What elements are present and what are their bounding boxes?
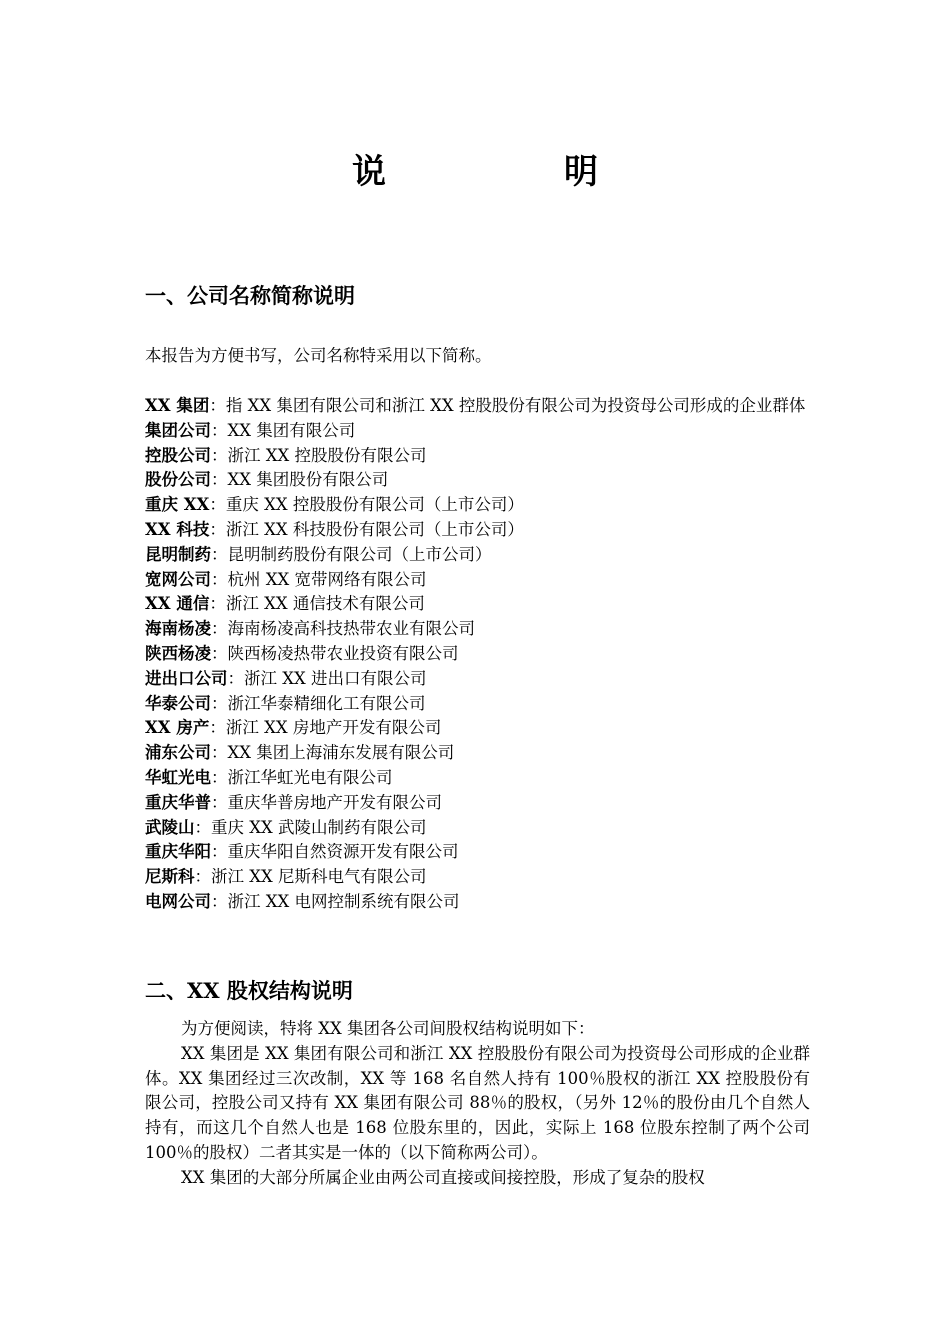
definition-term: 控股公司 <box>145 445 211 465</box>
definition-row <box>145 692 810 717</box>
definition-term: 电网公司 <box>145 891 211 911</box>
definition-row <box>145 716 810 741</box>
definition-term: 股份公司 <box>145 470 211 490</box>
paragraph: XX 集团的大部分所属企业由两公司直接或间接控股，形成了复杂的股权 <box>181 1167 705 1187</box>
definition-desc: ：浙江 XX 电网控制系统有限公司 <box>211 891 460 911</box>
definition-row <box>145 568 810 593</box>
section-heading-equity-structure: 二、XX 股权结构说明 <box>145 978 353 1003</box>
paragraph: 为方便阅读，特将 XX 集团各公司间股权结构说明如下： <box>181 1019 595 1038</box>
definition-desc: ：XX 集团有限公司 <box>211 420 356 440</box>
definition-term: 浦东公司 <box>145 743 211 763</box>
definition-desc: ：浙江 XX 尼斯科电气有限公司 <box>194 867 427 887</box>
definition-row <box>145 766 810 791</box>
definition-row <box>145 468 810 493</box>
definition-term: 华泰公司 <box>145 693 211 713</box>
paragraph: XX 集团是 XX 集团有限公司和浙江 XX 控股股份有限公司为投资母公司形成的企业群体。XX 集团经过三次改制，XX 等 168 名自然人持有 100％股权的浙江 XX 控股股份有限公司，控股公司又持有 XX 集团有限公司 88％的股权，（另外 12％的股份由几个自然人持有，而这几个自然人也是 168 位股东里的，因此，实际上 168 位股东控制了两个公司 100％的股权）二者其实是一体的（以下简称两公司）。 <box>145 1043 810 1162</box>
page-title: 说 明 <box>352 152 670 192</box>
definition-row <box>145 493 810 518</box>
definition-term: XX 科技 <box>145 519 210 539</box>
definition-desc: ：杭州 XX 宽带网络有限公司 <box>211 569 427 589</box>
definition-term: 尼斯科 <box>145 867 195 887</box>
definition-row <box>145 791 810 816</box>
definition-desc: ：XX 集团上海浦东发展有限公司 <box>211 743 455 763</box>
definition-term: 武陵山 <box>145 817 195 837</box>
definition-row <box>145 543 810 568</box>
definition-list <box>145 394 810 915</box>
definition-row <box>145 816 810 841</box>
definition-term: 重庆华普 <box>145 792 211 812</box>
definition-desc: ：浙江 XX 控股股份有限公司 <box>211 445 427 465</box>
definition-row <box>145 741 810 766</box>
definition-row <box>145 865 810 890</box>
definition-term: 重庆 XX <box>145 495 210 515</box>
section2-body <box>145 1017 810 1191</box>
definition-row <box>145 617 810 642</box>
definition-desc: ：海南杨凌高科技热带农业有限公司 <box>211 619 475 639</box>
definition-row <box>145 890 810 915</box>
definition-term: 宽网公司 <box>145 569 211 589</box>
definition-row <box>145 667 810 692</box>
definition-term: 华虹光电 <box>145 767 211 787</box>
definition-term: 昆明制药 <box>145 544 211 564</box>
definition-desc: ：重庆 XX 武陵山制药有限公司 <box>194 817 427 837</box>
definition-desc: ：浙江 XX 通信技术有限公司 <box>209 594 425 614</box>
definition-desc: ：浙江华泰精细化工有限公司 <box>211 693 426 713</box>
definition-desc: ：XX 集团股份有限公司 <box>211 470 389 490</box>
definition-desc: ：浙江华虹光电有限公司 <box>211 767 393 787</box>
definition-row <box>145 444 810 469</box>
definition-desc: ：重庆 XX 控股股份有限公司（上市公司） <box>209 495 524 515</box>
definition-desc: ：重庆华普房地产开发有限公司 <box>211 792 442 812</box>
definition-row <box>145 394 810 419</box>
section1-intro: 本报告为方便书写，公司名称特采用以下简称。 <box>145 346 492 365</box>
definition-row <box>145 592 810 617</box>
definition-row <box>145 419 810 444</box>
definition-term: XX 集团 <box>145 396 210 415</box>
definition-term: XX 通信 <box>145 594 210 614</box>
definition-term: XX 房产 <box>145 718 210 738</box>
definition-desc: ：浙江 XX 房地产开发有限公司 <box>209 718 442 738</box>
definition-desc: ：陕西杨凌热带农业投资有限公司 <box>211 643 459 663</box>
definition-row <box>145 840 810 865</box>
definition-term: 进出口公司 <box>145 668 228 688</box>
definition-term: 陕西杨凌 <box>145 643 211 663</box>
definition-desc: ：浙江 XX 科技股份有限公司（上市公司） <box>209 519 524 539</box>
section-heading-company-names: 一、公司名称简称说明 <box>145 283 355 308</box>
definition-desc: ：浙江 XX 进出口有限公司 <box>227 668 427 688</box>
definition-row <box>145 518 810 543</box>
definition-desc: ：昆明制药股份有限公司（上市公司） <box>211 544 492 564</box>
definition-term: 集团公司 <box>145 420 211 440</box>
definition-row <box>145 642 810 667</box>
definition-term: 重庆华阳 <box>145 842 211 862</box>
definition-term: 海南杨凌 <box>145 619 211 639</box>
definition-desc: ：重庆华阳自然资源开发有限公司 <box>211 842 459 862</box>
definition-desc: ：指 XX 集团有限公司和浙江 XX 控股股份有限公司为投资母公司形成的企业群体 <box>209 396 806 415</box>
